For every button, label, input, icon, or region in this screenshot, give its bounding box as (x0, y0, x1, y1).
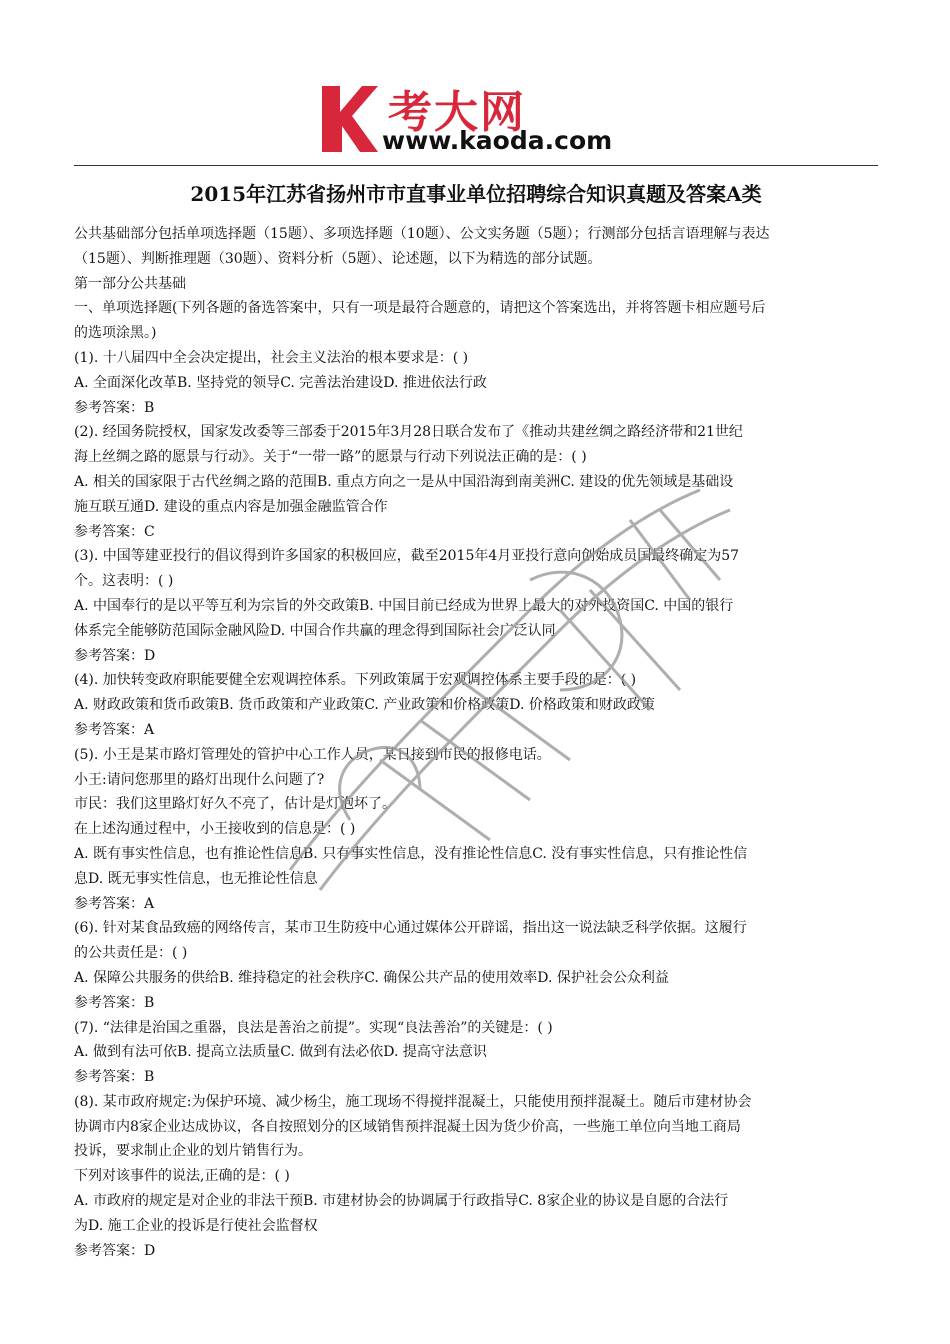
text-line: 第一部分公共基础 (74, 275, 186, 292)
logo-url: www.kaoda.com (382, 126, 613, 155)
text-line: 息D. 既无事实性信息，也无推论性信息 (74, 870, 318, 887)
text-line: 下列对该事件的说法,正确的是：( ) (74, 1168, 290, 1185)
text-line: 参考答案：B (74, 1069, 155, 1086)
text-line: 参考答案：B (74, 399, 155, 416)
text-line: 参考答案：B (74, 994, 155, 1011)
text-line: 的选项涂黑。) (74, 325, 157, 342)
text-line: 海上丝绸之路的愿景与行动》。关于“一带一路”的愿景与行动下列说法正确的是：( ) (74, 449, 587, 466)
text-line: （15题）、判断推理题（30题）、资料分析（5题）、论述题，以下为精选的部分试题。 (74, 250, 602, 267)
text-line: A. 市政府的规定是对企业的非法干预B. 市建材协会的协调属于行政指导C. 8家企业的协议是自愿的合法行 (74, 1193, 729, 1210)
text-line: (7). “法律是治国之重器，良法是善治之前提”。实现“良法善治”的关键是：( ) (74, 1019, 553, 1036)
text-line: 参考答案：C (74, 523, 155, 540)
text-line: (1). 十八届四中全会决定提出，社会主义法治的根本要求是：( ) (74, 349, 469, 366)
text-line: (8). 某市政府规定:为保护环境、减少杨尘，施工现场不得搅拌混凝土，只能使用预拌混凝土。随后市建材协会 (74, 1093, 752, 1110)
text-line: 参考答案：D (74, 1242, 156, 1259)
text-line: (5). 小王是某市路灯管理处的管护中心工作人员，某日接到市民的报修电话。 (74, 746, 551, 763)
text-line: A. 相关的国家限于古代丝绸之路的范围B. 重点方向之一是从中国沿海到南美洲C. 建设的优先领域是基础设 (74, 473, 734, 490)
text-line: (4). 加快转变政府职能要健全宏观调控体系。下列政策属于宏观调控体系主要手段的是：( ) (74, 672, 637, 689)
text-line: 小王:请问您那里的路灯出现什么问题了? (74, 771, 325, 788)
text-line: A. 做到有法可依B. 提高立法质量C. 做到有法必依D. 提高守法意识 (74, 1044, 487, 1061)
text-line: 为D. 施工企业的投诉是行使社会监督权 (74, 1217, 318, 1234)
document-body (74, 222, 880, 1263)
text-line: (6). 针对某食品致癌的网络传言，某市卫生防疫中心通过媒体公开辟谣，指出这一说法缺乏科学依据。这履行 (74, 920, 747, 937)
text-line: 参考答案：A (74, 895, 155, 912)
text-line: (3). 中国等建亚投行的倡议得到许多国家的积极回应，截至2015年4月亚投行意向创始成员国最终确定为57 (74, 548, 740, 565)
logo-chinese-name: 考大网 (388, 87, 526, 138)
text-line: 一、单项选择题(下列各题的备选答案中，只有一项是最符合题意的，请把这个答案选出，并将答题卡相应题号后 (74, 300, 766, 317)
text-line: 参考答案：A (74, 721, 155, 738)
text-line: A. 财政政策和货币政策B. 货币政策和产业政策C. 产业政策和价格政策D. 价格政策和财政政策 (74, 697, 655, 714)
text-line: A. 全面深化改革B. 坚持党的领导C. 完善法治建设D. 推进依法行政 (74, 374, 487, 391)
text-line: 个。这表明：( ) (74, 573, 174, 590)
kaoda-logo (318, 82, 648, 160)
document-title: 2015年江苏省扬州市市直事业单位招聘综合知识真题及答案A类 (190, 182, 762, 206)
text-line: 投诉，要求制止企业的划片销售行为。 (74, 1143, 312, 1160)
text-line: 施互联互通D. 建设的重点内容是加强金融监管合作 (74, 498, 388, 515)
text-line: 在上述沟通过程中，小王接收到的信息是：( ) (74, 821, 356, 838)
text-line: 的公共责任是：( ) (74, 945, 188, 962)
text-line: A. 中国奉行的是以平等互利为宗旨的外交政策B. 中国目前已经成为世界上最大的对外投资国C. 中国的银行 (74, 597, 734, 614)
text-line: 参考答案：D (74, 647, 156, 664)
text-line: A. 既有事实性信息，也有推论性信息B. 只有事实性信息，没有推论性信息C. 没有事实性信息，只有推论性信 (74, 845, 748, 862)
text-line: 体系完全能够防范国际金融风险D. 中国合作共赢的理念得到国际社会广泛认同 (74, 622, 556, 639)
header-divider (74, 165, 878, 166)
text-line: 公共基础部分包括单项选择题（15题）、多项选择题（10题）、公文实务题（5题）；行测部分包括言语理解与表达 (74, 226, 770, 242)
text-line: 市民：我们这里路灯好久不亮了，估计是灯泡坏了。 (74, 796, 396, 813)
text-line: (2). 经国务院授权，国家发改委等三部委于2015年3月28日联合发布了《推动共建丝绸之路经济带和21世纪 (74, 424, 743, 441)
logo-k-mark-icon (318, 82, 378, 154)
text-line: 协调市内8家企业达成协议，各自按照划分的区域销售预拌混凝土因为货少价高，一些施工单位向当地工商局 (74, 1118, 741, 1135)
text-line: A. 保障公共服务的供给B. 维持稳定的社会秩序C. 确保公共产品的使用效率D. 保护社会公众利益 (74, 969, 669, 986)
